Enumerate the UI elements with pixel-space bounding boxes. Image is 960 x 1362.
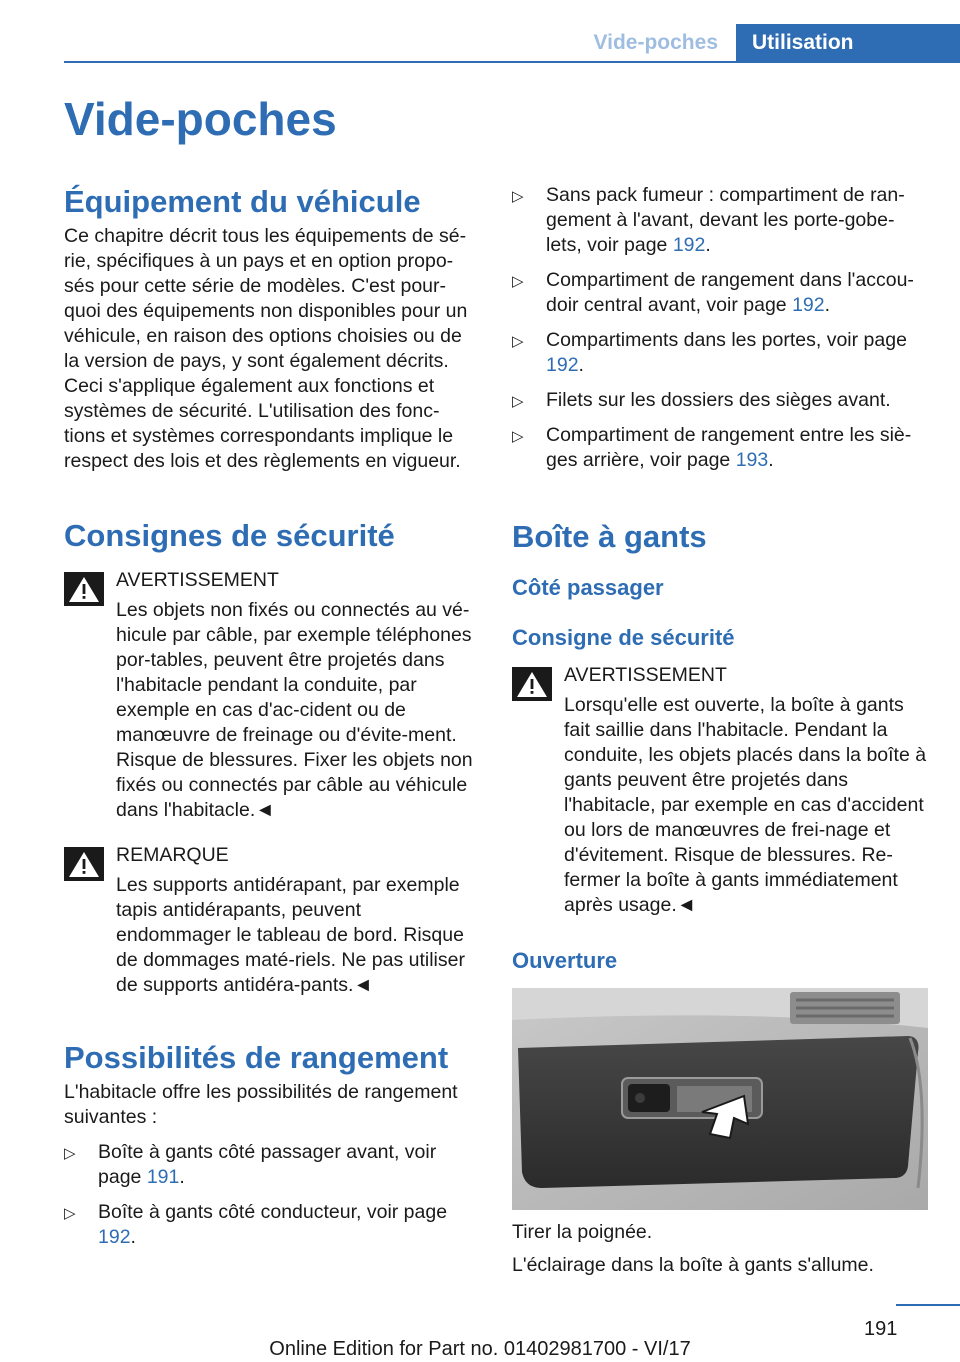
left-column xyxy=(64,182,480,1250)
list-item: ▷ Compartiments dans les portes, voir page 192. xyxy=(512,329,907,376)
footer-rule xyxy=(896,1304,960,1306)
page-link[interactable]: 191 xyxy=(146,1166,180,1188)
storage-heading: Possibilités de rangement xyxy=(64,1040,449,1075)
warning-triangle-icon xyxy=(64,847,104,881)
step-light-on: L'éclairage dans la boîte à gants s'allume. xyxy=(512,1254,874,1276)
equipment-text: Ce chapitre décrit tous les équipements de sé-rie, spécifiques à un pays et en option propo-sés pour cette série de modèles. C'est pour-quoi des équipements non disponibles pour un véhicule, en raison des options choisies ou de la version de pays, y sont également décrits. Ceci s'applique également aux fonctions et systèmes de sécurité. L'utilisation des fonc-tions et systèmes correspondants implique le respect des lois et des règlements en vigueur. xyxy=(64,225,468,472)
warning-keyword: AVERTISSEMENT xyxy=(564,664,727,686)
page-link[interactable]: 192 xyxy=(546,354,579,376)
storage-intro: L'habitacle offre les possibilités de rangement suivantes : xyxy=(64,1081,458,1128)
header-section-tab: Vide-poches xyxy=(593,31,718,54)
bullet-triangle-icon: ▷ xyxy=(64,1205,76,1222)
glovebox-heading: Boîte à gants xyxy=(512,519,707,554)
header-chapter-tab: Utilisation xyxy=(736,24,960,62)
warning-text: Lorsqu'elle est ouverte, la boîte à gants fait saillie dans l'habitacle. Pendant la conduite, les objets placés dans la boîte à gants peuvent être projetés dans l'habitacle, par exemple en cas d'accident ou lors de manœuvres de frei-nage et d'évitement. Risque de blessures. Re-fermer la boîte à gants immédiatement après usage.◄ xyxy=(564,694,927,916)
running-header xyxy=(576,24,960,62)
list-item: ▷ Boîte à gants côté passager avant, voir page 191. xyxy=(64,1141,437,1188)
bullet-triangle-icon: ▷ xyxy=(512,393,524,410)
list-item: ▷ Boîte à gants côté conducteur, voir page 192. xyxy=(64,1201,448,1248)
list-item: ▷ Compartiment de rangement dans l'accou-doir central avant, voir page 192. xyxy=(512,269,914,316)
equipment-heading: Équipement du véhicule xyxy=(64,184,421,219)
bullet-triangle-icon: ▷ xyxy=(512,333,524,350)
page-number: 191 xyxy=(864,1318,898,1340)
step-pull-handle: Tirer la poignée. xyxy=(512,1221,653,1243)
notice-keyword: REMARQUE xyxy=(116,844,229,866)
warning-block-1 xyxy=(64,568,480,823)
page-title: Vide-poches xyxy=(64,93,337,145)
glovebox-photo xyxy=(512,988,928,1210)
bullet-triangle-icon: ▷ xyxy=(512,273,524,290)
warning-triangle-icon xyxy=(512,667,552,701)
list-item: ▷ Sans pack fumeur : compartiment de ran-gement à l'avant, devant les porte-gobe-lets, voir page 192. xyxy=(512,184,905,256)
storage-list-right xyxy=(512,183,928,473)
warning-keyword: AVERTISSEMENT xyxy=(116,569,279,591)
bullet-triangle-icon: ▷ xyxy=(512,188,524,205)
storage-list-left xyxy=(64,1140,480,1250)
page-link[interactable]: 192 xyxy=(98,1226,131,1248)
passenger-side-heading: Côté passager xyxy=(512,575,664,600)
notice-text: Les supports antidérapant, par exemple tapis antidérapants, peuvent endommager le tableau de bord. Risque de dommages maté-riels. Ne pas utiliser de supports antidéra-pants.◄ xyxy=(116,874,465,996)
edition-footer: Online Edition for Part no. 01402981700 - VI/17 xyxy=(269,1338,691,1360)
warning-triangle-icon xyxy=(64,572,104,606)
list-item: ▷ Filets sur les dossiers des sièges avant. xyxy=(512,388,928,413)
warning-block-3 xyxy=(512,663,928,918)
bullet-triangle-icon: ▷ xyxy=(64,1145,76,1162)
opening-heading: Ouverture xyxy=(512,948,618,973)
bullet-triangle-icon: ▷ xyxy=(512,428,524,445)
list-item: ▷ Compartiment de rangement entre les siè-ges arrière, voir page 193. xyxy=(512,424,912,471)
warning-block-2 xyxy=(64,843,480,998)
page-link[interactable]: 192 xyxy=(792,294,825,316)
safety-heading: Consignes de sécurité xyxy=(64,518,395,553)
safety-note-heading: Consigne de sécurité xyxy=(512,625,735,650)
warning-text: Les objets non fixés ou connectés au vé-hicule par câble, par exemple téléphones por-tables, peuvent être projetés dans l'habitacle pendant la conduite, par exemple en cas d'ac-cident ou de manœuvre de freinage ou d'évite-ment. Risque de blessures. Fixer les objets non fixés ou connectés par câble au véhicule dans l'habitacle.◄ xyxy=(116,599,473,821)
page-link[interactable]: 193 xyxy=(735,449,769,471)
page-link[interactable]: 192 xyxy=(672,234,706,256)
header-rule xyxy=(64,61,960,63)
right-column xyxy=(512,183,928,1278)
